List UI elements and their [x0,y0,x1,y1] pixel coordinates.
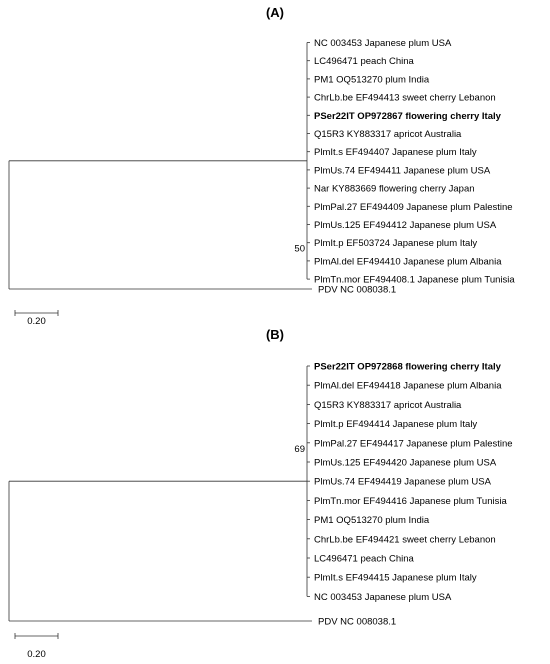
leaf-label: PlmUs.125 EF494412 Japanese plum USA [314,220,497,231]
leaf-label: PSer22IT OP972867 flowering cherry Italy [314,110,501,122]
leaf-label: PSer22IT OP972868 flowering cherry Italy [314,361,501,373]
tree-panel-b [9,327,513,660]
leaf-label: PlmIt.p EF494414 Japanese plum Italy [314,419,478,431]
scale-bar-label: 0.20 [27,649,46,660]
outgroup-label: PDV NC 008038.1 [318,616,397,628]
leaf-label: PlmUs.125 EF494420 Japanese plum USA [314,457,497,469]
leaf-label: PM1 OQ513270 plum India [314,515,430,527]
leaf-label: PlmAl.del EF494410 Japanese plum Albania [314,256,502,268]
leaf-label: PlmIt.s EF494415 Japanese plum Italy [314,572,477,584]
leaf-label: Nar KY883669 flowering cherry Japan [314,183,475,195]
leaf-label: NC 003453 Japanese plum USA [314,591,452,603]
outgroup-label: PDV NC 008038.1 [318,284,397,296]
leaf-label: PlmPal.27 EF494409 Japanese plum Palestine [314,201,513,213]
leaf-label: PlmTn.mor EF494408.1 Japanese plum Tunisia [314,274,515,286]
bootstrap-value: 50 [294,243,305,255]
leaf-label: PlmIt.p EF503724 Japanese plum Italy [314,238,478,250]
leaf-label: PlmPal.27 EF494417 Japanese plum Palestine [314,438,513,450]
panel-label: (A) [265,5,285,20]
leaf-label: Q15R3 KY883317 apricot Australia [314,129,462,140]
panel-label: (B) [265,327,285,342]
leaf-label: PlmTn.mor EF494416 Japanese plum Tunisia [314,495,507,507]
scale-bar-label: 0.20 [27,316,46,327]
leaf-label: PlmIt.s EF494407 Japanese plum Italy [314,147,477,159]
leaf-label: PM1 OQ513270 plum India [314,74,430,86]
bootstrap-value: 69 [294,444,305,456]
leaf-label: Q15R3 KY883317 apricot Australia [314,399,462,411]
leaf-label: PlmAl.del EF494418 Japanese plum Albania [314,380,502,392]
leaf-label: PlmUs.74 EF494411 Japanese plum USA [314,165,491,177]
leaf-label: ChrLb.be EF494413 sweet cherry Lebanon [314,92,496,104]
leaf-label: NC 003453 Japanese plum USA [314,38,452,49]
leaf-label: LC496471 peach China [314,56,414,68]
leaf-label: PlmUs.74 EF494419 Japanese plum USA [314,476,491,488]
leaf-label: LC496471 peach China [314,553,414,565]
leaf-label: ChrLb.be EF494421 sweet cherry Lebanon [314,534,496,546]
tree-panel-a [9,5,515,327]
